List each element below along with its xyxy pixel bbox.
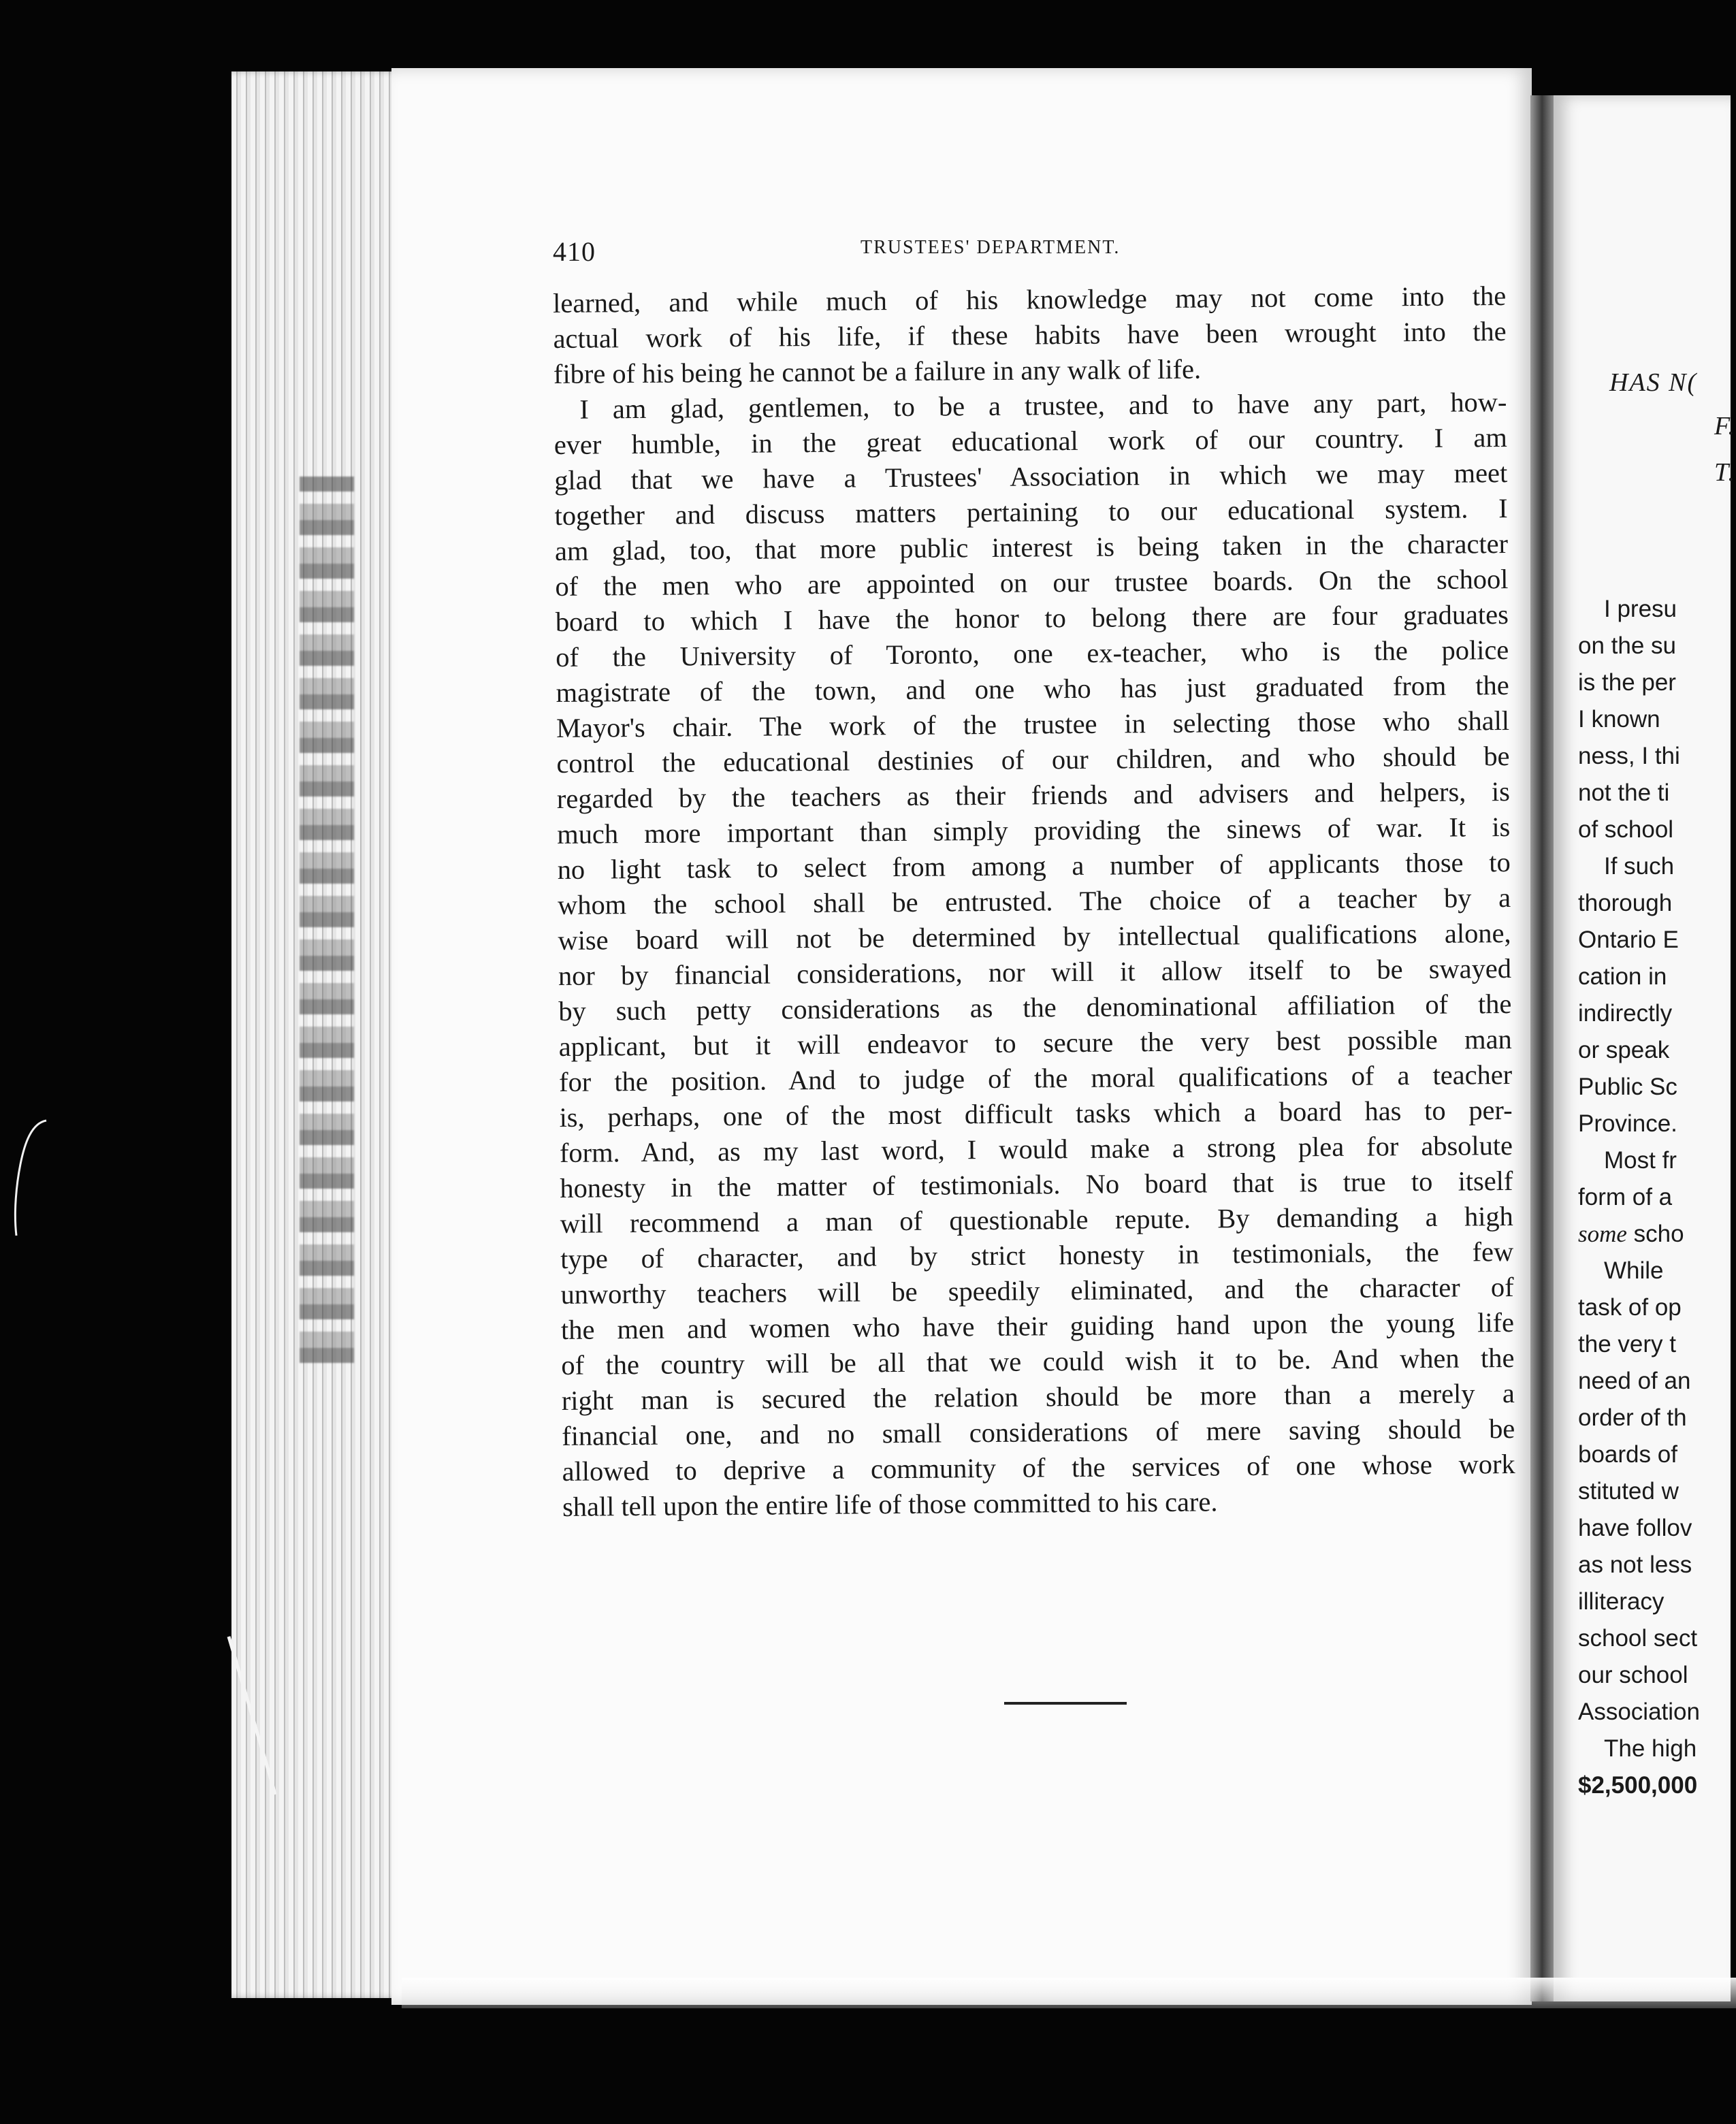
hair-artifact [11, 1116, 52, 1239]
right-text-line: If such [1604, 853, 1675, 880]
right-text-line: indirectly [1578, 1000, 1673, 1027]
text-line: ever humble, in the great educational work of our country. I am [553, 421, 1507, 460]
text-line: of the University of Toronto, one ex-teacher, who is the police [556, 634, 1509, 673]
text-line: of the men who are appointed on our trustee boards. On the school [555, 563, 1509, 602]
right-text-line: While [1604, 1257, 1664, 1284]
text-line: unworthy teachers will be speedily eliminated, and the character of [560, 1271, 1514, 1310]
text-line: nor by financial considerations, nor will it allow itself to be swayed [558, 952, 1512, 991]
right-text-line: I presu [1604, 596, 1677, 622]
right-page-lines [1578, 591, 1700, 1804]
text-line: form. And, as my last word, I would make a strong plea for absolute [559, 1129, 1513, 1168]
right-text-line: have follov [1578, 1515, 1692, 1541]
text-line: for the position. And to judge of the moral qualifications of a teacher [559, 1059, 1513, 1097]
text-line: fibre of his being he cannot be a failure in any walk of life. [553, 353, 1202, 389]
right-text-line: I known [1578, 706, 1660, 733]
right-text-line: stituted w [1578, 1478, 1679, 1504]
running-head [553, 230, 1513, 271]
text-line: by such petty considerations as the denominational affiliation of the [558, 988, 1512, 1027]
right-text-line: Ontario E [1578, 927, 1679, 953]
text-line: is, perhaps, one of the most difficult tasks which a board has to per- [559, 1094, 1513, 1133]
text-line: applicant, but it will endeavor to secure the very best possible man [558, 1023, 1512, 1062]
text-line: the men and women who have their guiding hand upon the young life [560, 1306, 1515, 1345]
right-heading-line: F. [1714, 412, 1736, 440]
text-line: board to which I have the honor to belong there are four graduates [555, 598, 1509, 637]
right-text-line: ness, I thi [1578, 743, 1680, 769]
text-line: allowed to deprive a community of the services of one whose work [562, 1448, 1515, 1487]
right-text-line: The high [1604, 1735, 1697, 1762]
text-line: financial one, and no small considerations of mere saving should be [562, 1413, 1515, 1451]
text-line: of the country will be all that we could wish it to be. And when the [561, 1342, 1515, 1381]
running-head-title: TRUSTEES' DEPARTMENT. [861, 237, 1121, 258]
text-line: type of character, and by strict honesty in testimonials, the few [560, 1236, 1514, 1274]
right-text-line: Public Sc [1578, 1074, 1677, 1100]
right-text-line: task of op [1578, 1294, 1682, 1321]
text-line: whom the school shall be entrusted. The choice of a teacher by a [557, 882, 1511, 920]
right-heading-line: HAS N( [1609, 368, 1698, 397]
text-line: no light task to select from among a number of applicants those to [557, 846, 1511, 885]
section-end-rule [1004, 1702, 1127, 1705]
text-line: regarded by the teachers as their friends and advisers and helpers, is [556, 775, 1511, 814]
right-text-line: school sect [1578, 1625, 1698, 1652]
text-line: glad that we have a Trustees' Association in which we may meet [554, 457, 1508, 496]
right-text-line: on the su [1578, 632, 1676, 659]
text-line: right man is secured the relation should be more than a merely a [561, 1377, 1515, 1416]
right-text-line: is the per [1578, 669, 1676, 696]
text-line: will recommend a man of questionable repute. By demanding a high [560, 1200, 1513, 1239]
book-gutter [1530, 95, 1554, 2001]
right-text-line: illiteracy [1578, 1588, 1665, 1615]
body-text [553, 278, 1515, 1525]
text-line: much more important than simply providing the sinews of war. It is [557, 811, 1511, 850]
right-text-line: Association [1578, 1699, 1700, 1725]
text-line: learned, and while much of his knowledge may not come into the [553, 280, 1507, 319]
text-line: together and discuss matters pertaining to our educational system. I [554, 492, 1508, 531]
text-line: Mayor's chair. The work of the trustee in selecting those who shall [556, 705, 1510, 743]
hair-artifact [225, 1634, 279, 1797]
right-text-line: $2,500,000 [1578, 1772, 1698, 1799]
library-stamp-on-edges [300, 477, 354, 1375]
text-line: am glad, too, that more public interest is being taken in the character [554, 528, 1509, 566]
page-number: 410 [553, 236, 596, 267]
text-line: wise board will not be determined by intellectual qualifications alone, [558, 917, 1511, 956]
text-line: control the educational destinies of our children, and who should be [556, 740, 1510, 779]
right-heading-line: T. [1714, 458, 1736, 487]
right-text-line: order of th [1578, 1404, 1687, 1431]
right-text-line: form of a [1578, 1184, 1673, 1210]
right-text-line: some scho [1578, 1221, 1684, 1247]
text-line: honesty in the matter of testimonials. No board that is true to itself [560, 1165, 1513, 1204]
page-bottom-edge [402, 1978, 1736, 2008]
right-text-line: cation in [1578, 963, 1667, 990]
right-page-fragment [1578, 0, 1735, 2124]
right-text-line: our school [1578, 1662, 1688, 1688]
right-text-line: of school [1578, 816, 1674, 843]
right-text-line: thorough [1578, 890, 1673, 916]
text-line: magistrate of the town, and one who has just graduated from the [556, 669, 1509, 708]
right-text-line: Province. [1578, 1110, 1677, 1137]
right-text-line: not the ti [1578, 779, 1670, 806]
right-text-line: the very t [1578, 1331, 1676, 1357]
text-line: shall tell upon the entire life of those committed to his care. [562, 1486, 1218, 1522]
right-text-line: or speak [1578, 1037, 1670, 1063]
text-line: I am glad, gentlemen, to be a trustee, and to have any part, how- [579, 386, 1507, 425]
right-text-line: boards of [1578, 1441, 1677, 1468]
text-line: actual work of his life, if these habits have been wrought into the [553, 316, 1507, 354]
right-text-line: Most fr [1604, 1147, 1677, 1174]
right-text-line: need of an [1578, 1368, 1691, 1394]
right-text-line: as not less [1578, 1551, 1692, 1578]
